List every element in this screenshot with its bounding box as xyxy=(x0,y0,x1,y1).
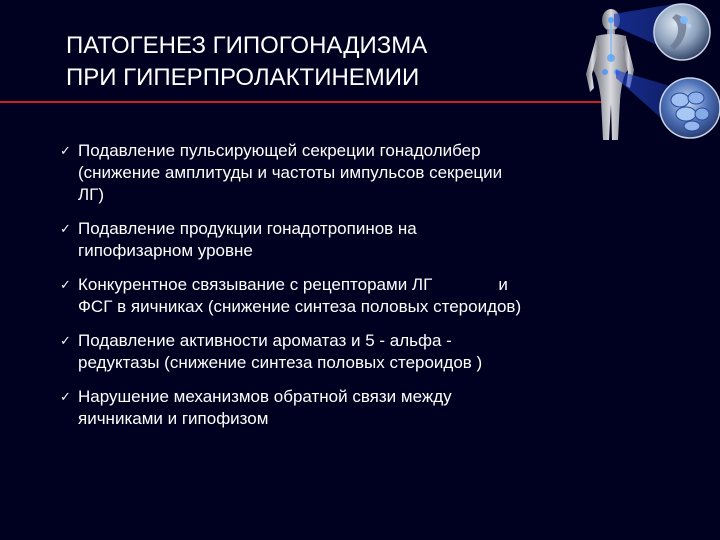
bullet-list xyxy=(60,140,660,442)
slide-title-line-2: ПРИ ГИПЕРПРОЛАКТИНЕМИИ xyxy=(66,64,420,91)
illustration xyxy=(578,0,720,150)
bullet-text-line: ЛГ) xyxy=(78,185,105,204)
ovary-cells-icon xyxy=(660,78,720,138)
slide-title-line-1: ПАТОГЕНЕЗ ГИПОГОНАДИЗМА xyxy=(66,32,428,59)
list-item xyxy=(60,386,660,430)
list-item xyxy=(60,330,660,374)
bullet-text-line: (снижение амплитуды и частоты импульсов секреции xyxy=(78,163,503,182)
title-divider xyxy=(0,101,620,103)
bullet-text-line: Подавление продукции гонадотропинов на xyxy=(78,219,417,238)
bullet-text-line: Подавление активности ароматаз и 5 - альфа - xyxy=(78,331,452,350)
bullet-text-line: яичниками и гипофизом xyxy=(78,409,269,428)
bullet-text-line: редуктазы (снижение синтеза половых стероидов ) xyxy=(78,353,483,372)
bullet-text-line: гипофизарном уровне xyxy=(78,241,253,260)
checkmark-icon: ✓ xyxy=(60,143,71,158)
bullet-text-line: Нарушение механизмов обратной связи между xyxy=(78,387,452,406)
bullet-text-line: Конкурентное связывание с рецепторами ЛГ и xyxy=(78,275,508,294)
checkmark-icon: ✓ xyxy=(60,333,71,348)
list-item xyxy=(60,218,660,262)
bullet-text-line: Подавление пульсирующей секреции гонадолибер xyxy=(78,141,481,160)
list-item xyxy=(60,274,660,318)
list-item xyxy=(60,140,660,206)
checkmark-icon: ✓ xyxy=(60,389,71,404)
bullet-text-line: ФСГ в яичниках (снижение синтеза половых стероидов) xyxy=(78,297,522,316)
checkmark-icon: ✓ xyxy=(60,277,71,292)
slide-title xyxy=(66,30,586,94)
checkmark-icon: ✓ xyxy=(60,221,71,236)
pituitary-gland-icon xyxy=(654,4,710,60)
